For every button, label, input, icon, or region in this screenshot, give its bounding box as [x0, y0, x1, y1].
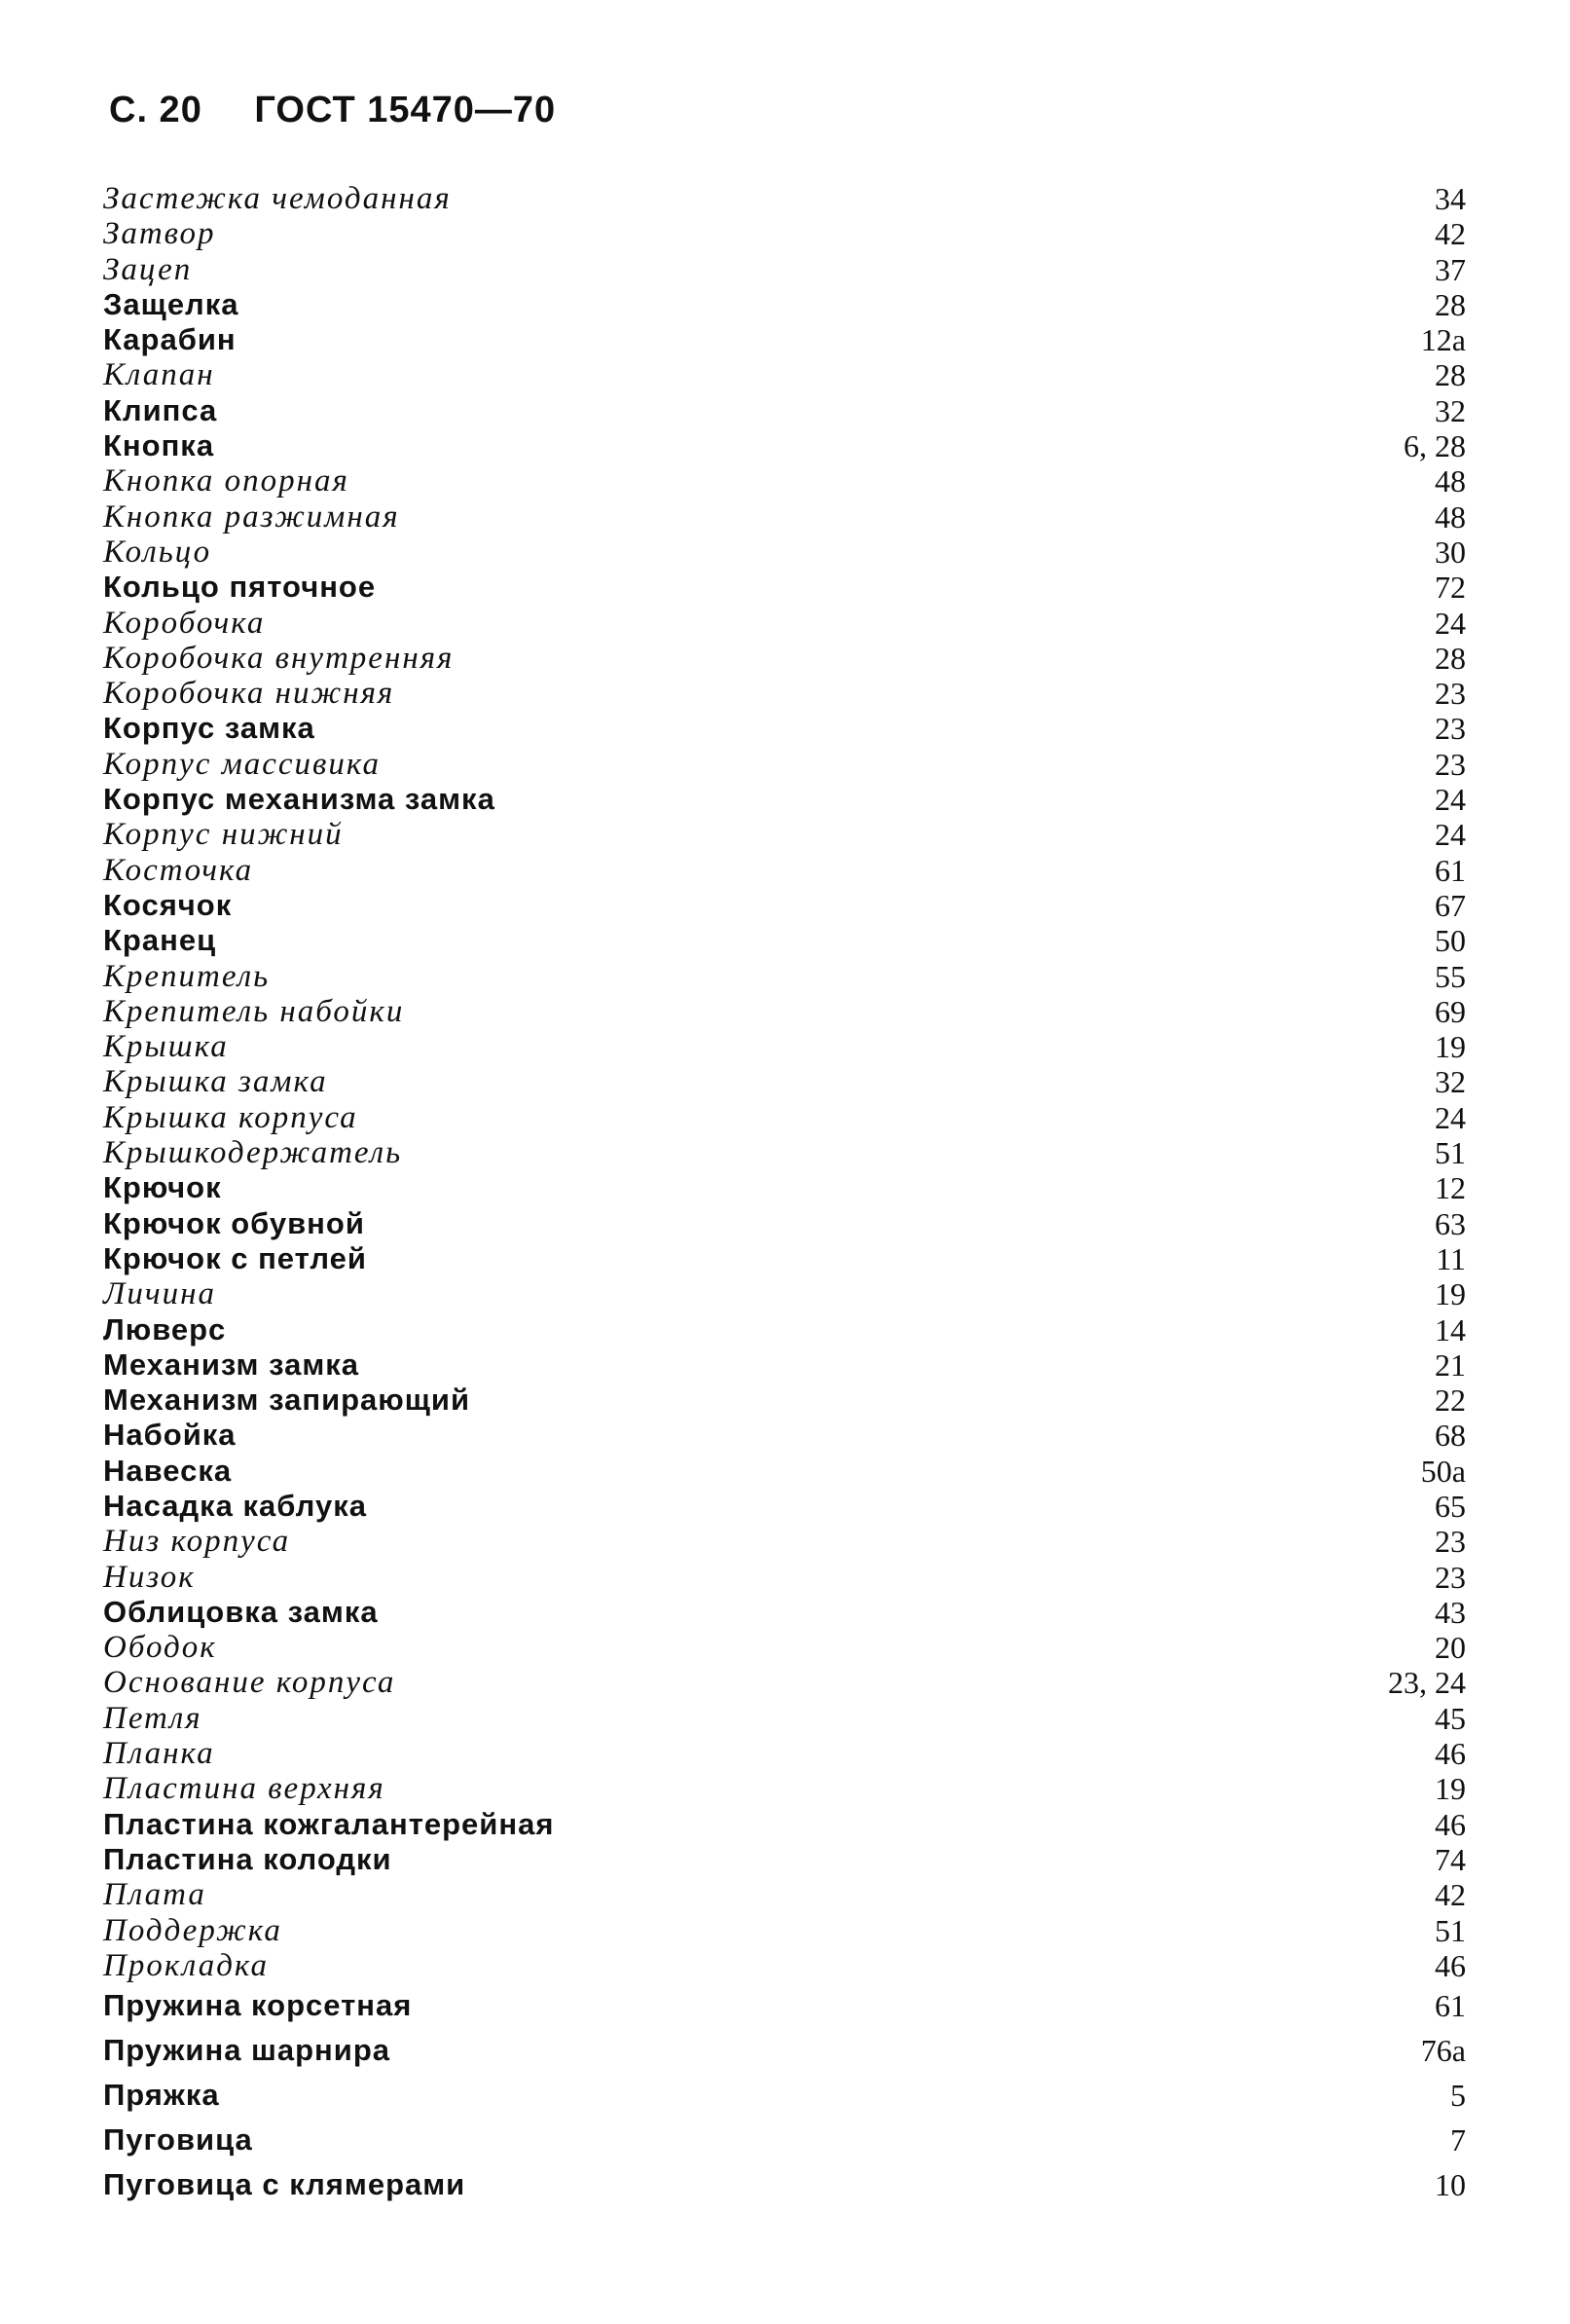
- index-ref-number: 48: [1435, 463, 1466, 499]
- index-entry: [103, 1913, 1466, 1948]
- index-entry: [103, 1736, 1466, 1771]
- index-ref-number: 23: [1435, 746, 1466, 782]
- index-ref-number: 24: [1435, 782, 1466, 818]
- index-entry: [103, 1948, 1466, 1983]
- index-ref-number: 69: [1435, 993, 1466, 1029]
- index-entry: [103, 1842, 1466, 1877]
- index-entry: [103, 2028, 1466, 2073]
- index-ref-number: 68: [1435, 1418, 1466, 1454]
- index-ref-number: 23, 24: [1388, 1665, 1466, 1701]
- index-ref-number: 51: [1435, 1135, 1466, 1171]
- index-entry: [103, 428, 1466, 463]
- index-entry: [103, 853, 1466, 888]
- index-ref-number: 45: [1435, 1700, 1466, 1736]
- index-entry: [103, 570, 1466, 605]
- index-term: Карабин: [103, 322, 237, 357]
- index-entry: [103, 1312, 1466, 1347]
- index-ref-number: 48: [1435, 498, 1466, 535]
- index-term: Насадка каблука: [103, 1488, 367, 1523]
- index-entry: [103, 1418, 1466, 1453]
- index-entry: [103, 1347, 1466, 1383]
- page-number: С. 20: [109, 90, 202, 130]
- index-ref-number: 55: [1435, 958, 1466, 994]
- index-entry: [103, 1701, 1466, 1736]
- index-ref-number: 23: [1435, 1559, 1466, 1595]
- index-entry: [103, 1595, 1466, 1630]
- index-term: Кольцо: [103, 534, 212, 570]
- index-entry: [103, 1665, 1466, 1700]
- index-term: Крышка замка: [103, 1064, 328, 1100]
- index-entry: [103, 535, 1466, 570]
- index-entry: [103, 499, 1466, 535]
- index-term: Кнопка разжимная: [103, 498, 400, 535]
- index-entry: [103, 747, 1466, 782]
- index-term: Плата: [103, 1877, 206, 1913]
- index-ref-number: 61: [1435, 1988, 1466, 2024]
- index-term: Крючок с петлей: [103, 1240, 367, 1275]
- index-ref-number: 24: [1435, 605, 1466, 641]
- index-ref-number: 23: [1435, 711, 1466, 747]
- index-term: Пряжка: [103, 2078, 220, 2113]
- index-term: Низ корпуса: [103, 1524, 291, 1560]
- index-term: Клипса: [103, 392, 218, 427]
- index-ref-number: 23: [1435, 1524, 1466, 1560]
- index-term: Кнопка опорная: [103, 463, 349, 499]
- index-entry: [103, 606, 1466, 641]
- index-term: Крючок: [103, 1170, 222, 1205]
- index-ref-number: 7: [1450, 2122, 1466, 2158]
- index-ref-number: 28: [1435, 286, 1466, 322]
- index-list: [103, 181, 1466, 2207]
- index-entry: [103, 1276, 1466, 1311]
- page-header: [109, 90, 556, 131]
- index-term: Корпус нижний: [103, 817, 344, 853]
- index-term: Корпус механизма замка: [103, 782, 495, 817]
- index-entry: [103, 676, 1466, 711]
- index-entry: [103, 1241, 1466, 1276]
- index-entry: [103, 1771, 1466, 1806]
- index-entry: [103, 817, 1466, 852]
- index-term: Коробочка: [103, 605, 266, 641]
- index-ref-number: 19: [1435, 1771, 1466, 1807]
- index-entry: [103, 1383, 1466, 1418]
- index-ref-number: 12: [1435, 1170, 1466, 1206]
- index-ref-number: 32: [1435, 392, 1466, 428]
- index-entry: [103, 1135, 1466, 1170]
- index-entry: [103, 322, 1466, 357]
- index-ref-number: 46: [1435, 1806, 1466, 1842]
- index-entry: [103, 1489, 1466, 1524]
- index-term: Набойка: [103, 1418, 237, 1453]
- index-ref-number: 22: [1435, 1383, 1466, 1419]
- index-term: Пружина шарнира: [103, 2033, 391, 2068]
- index-term: Низок: [103, 1559, 196, 1595]
- index-entry: [103, 1524, 1466, 1559]
- index-term: Механизм замка: [103, 1346, 360, 1382]
- index-ref-number: 32: [1435, 1064, 1466, 1100]
- index-entry: [103, 393, 1466, 428]
- index-term: Косячок: [103, 887, 233, 922]
- index-entry: [103, 287, 1466, 322]
- index-ref-number: 5: [1450, 2078, 1466, 2114]
- index-entry: [103, 463, 1466, 498]
- index-term: Пуговица с клямерами: [103, 2167, 466, 2202]
- index-entry: [103, 1630, 1466, 1665]
- index-ref-number: 74: [1435, 1841, 1466, 1877]
- index-term: Основание корпуса: [103, 1665, 396, 1701]
- index-ref-number: 14: [1435, 1311, 1466, 1347]
- index-term: Поддержка: [103, 1912, 282, 1948]
- index-entry: [103, 1206, 1466, 1241]
- index-entry: [103, 2162, 1466, 2207]
- index-entry: [103, 1100, 1466, 1135]
- index-entry: [103, 1560, 1466, 1595]
- index-entry: [103, 959, 1466, 994]
- index-term: Защелка: [103, 286, 239, 321]
- index-ref-number: 46: [1435, 1736, 1466, 1772]
- index-term: Крепитель набойки: [103, 993, 405, 1029]
- index-term: Пуговица: [103, 2122, 253, 2158]
- index-ref-number: 50а: [1420, 1453, 1466, 1489]
- index-term: Петля: [103, 1700, 202, 1736]
- index-ref-number: 43: [1435, 1594, 1466, 1630]
- index-ref-number: 34: [1435, 181, 1466, 216]
- index-ref-number: 11: [1436, 1240, 1466, 1276]
- index-term: Клапан: [103, 357, 215, 393]
- index-term: Люверс: [103, 1311, 227, 1346]
- index-term: Пружина корсетная: [103, 1988, 413, 2023]
- index-ref-number: 65: [1435, 1488, 1466, 1524]
- index-term: Кнопка: [103, 428, 215, 463]
- index-entry: [103, 923, 1466, 958]
- index-term: Крышкодержатель: [103, 1135, 403, 1171]
- index-entry: [103, 357, 1466, 392]
- index-ref-number: 28: [1435, 640, 1466, 676]
- index-ref-number: 12а: [1420, 322, 1466, 358]
- index-term: Крепитель: [103, 958, 271, 994]
- index-entry: [103, 1029, 1466, 1064]
- index-term: Пластина колодки: [103, 1841, 392, 1876]
- index-ref-number: 50: [1435, 923, 1466, 959]
- index-term: Пластина верхняя: [103, 1771, 385, 1807]
- index-term: Механизм запирающий: [103, 1383, 471, 1418]
- index-term: Кранец: [103, 923, 217, 958]
- index-entry: [103, 1877, 1466, 1912]
- index-ref-number: 42: [1435, 1877, 1466, 1913]
- index-term: Коробочка внутренняя: [103, 640, 455, 676]
- index-term: Застежка чемоданная: [103, 181, 452, 216]
- standard-title: ГОСТ 15470—70: [254, 90, 557, 130]
- index-ref-number: 72: [1435, 570, 1466, 606]
- index-term: Облицовка замка: [103, 1594, 379, 1629]
- index-term: Личина: [103, 1276, 216, 1312]
- index-entry: [103, 252, 1466, 287]
- index-term: Кольцо пяточное: [103, 570, 377, 605]
- index-entry: [103, 888, 1466, 923]
- index-term: Планка: [103, 1736, 215, 1772]
- index-ref-number: 51: [1435, 1912, 1466, 1948]
- index-entry: [103, 1170, 1466, 1205]
- index-entry: [103, 181, 1466, 216]
- index-ref-number: 10: [1435, 2167, 1466, 2203]
- index-ref-number: 37: [1435, 251, 1466, 287]
- index-term: Корпус массивика: [103, 746, 381, 782]
- index-term: Крючок обувной: [103, 1205, 365, 1240]
- index-ref-number: 61: [1435, 852, 1466, 888]
- index-ref-number: 63: [1435, 1205, 1466, 1241]
- index-ref-number: 19: [1435, 1276, 1466, 1312]
- index-entry: [103, 641, 1466, 676]
- index-ref-number: 76а: [1420, 2033, 1466, 2069]
- index-entry: [103, 1454, 1466, 1489]
- index-entry: [103, 2118, 1466, 2162]
- index-entry: [103, 2073, 1466, 2118]
- index-entry: [103, 1983, 1466, 2028]
- index-term: Зацеп: [103, 251, 193, 287]
- index-ref-number: 28: [1435, 357, 1466, 393]
- index-entry: [103, 216, 1466, 251]
- index-ref-number: 67: [1435, 887, 1466, 923]
- index-entry: [103, 994, 1466, 1029]
- index-entry: [103, 1064, 1466, 1099]
- index-term: Косточка: [103, 852, 254, 888]
- index-term: Навеска: [103, 1453, 233, 1488]
- index-entry: [103, 1807, 1466, 1842]
- index-ref-number: 6, 28: [1404, 428, 1466, 464]
- index-entry: [103, 782, 1466, 817]
- index-term: Корпус замка: [103, 711, 315, 746]
- index-term: Прокладка: [103, 1947, 270, 1983]
- index-ref-number: 42: [1435, 216, 1466, 252]
- index-ref-number: 21: [1435, 1346, 1466, 1383]
- index-entry: [103, 711, 1466, 746]
- index-term: Коробочка нижняя: [103, 676, 395, 712]
- index-ref-number: 20: [1435, 1630, 1466, 1666]
- index-term: Крышка корпуса: [103, 1099, 358, 1135]
- index-ref-number: 24: [1435, 817, 1466, 853]
- index-ref-number: 23: [1435, 676, 1466, 712]
- index-term: Ободок: [103, 1630, 217, 1666]
- index-ref-number: 24: [1435, 1099, 1466, 1135]
- index-ref-number: 19: [1435, 1029, 1466, 1065]
- index-term: Затвор: [103, 216, 216, 252]
- index-ref-number: 30: [1435, 534, 1466, 570]
- index-ref-number: 46: [1435, 1947, 1466, 1983]
- index-term: Крышка: [103, 1029, 229, 1065]
- index-term: Пластина кожгалантерейная: [103, 1806, 555, 1841]
